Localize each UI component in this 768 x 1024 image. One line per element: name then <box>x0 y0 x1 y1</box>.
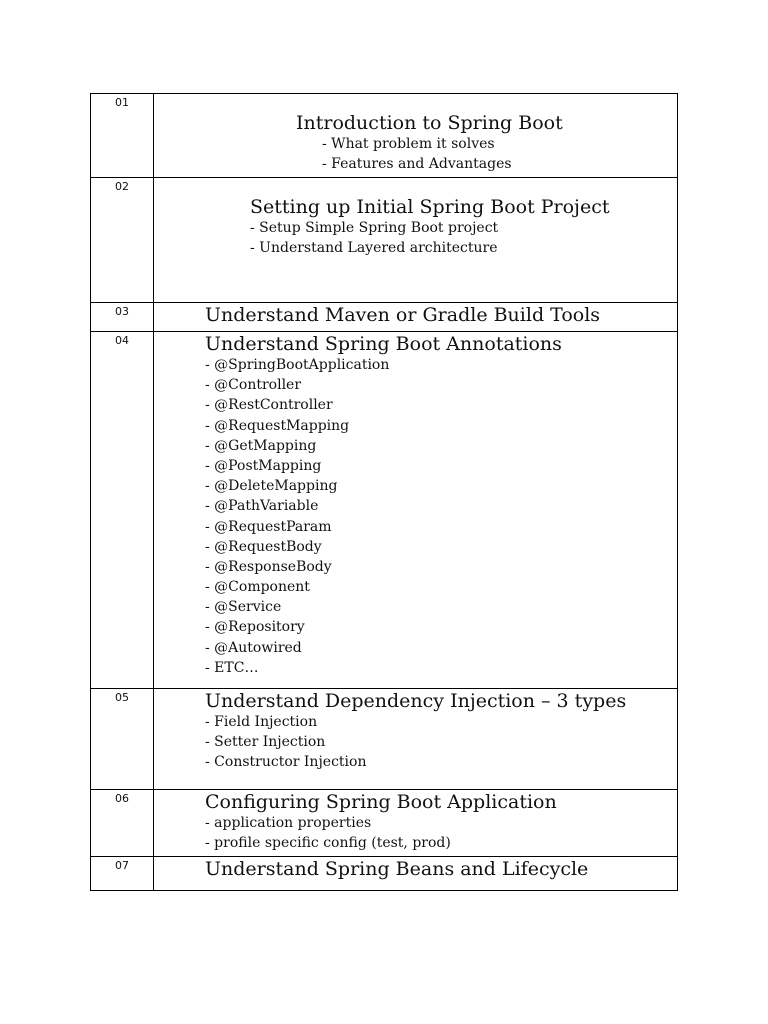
topic-item: - ETC… <box>205 659 259 676</box>
topic-title: Understand Dependency Injection – 3 types <box>205 690 627 712</box>
topic-item: - @Repository <box>205 619 305 636</box>
topic-cell <box>154 689 678 790</box>
row-number: 06 <box>115 792 129 805</box>
topic-cell <box>154 332 678 689</box>
row-number: 03 <box>115 305 129 318</box>
row-number-cell <box>91 178 154 303</box>
table-row <box>91 178 678 303</box>
topic-item: - @PostMapping <box>205 457 322 474</box>
topic-item: - Features and Advantages <box>322 156 512 172</box>
topic-item: - application properties <box>205 815 372 831</box>
row-number-cell <box>91 94 154 178</box>
topic-title: Understand Spring Boot Annotations <box>205 333 562 355</box>
topic-item: - @ResponseBody <box>205 558 332 575</box>
topic-item: - Setup Simple Spring Boot project <box>250 220 499 236</box>
row-number: 01 <box>115 96 129 109</box>
row-number-cell <box>91 790 154 857</box>
topic-item: - What problem it solves <box>322 136 495 152</box>
topic-title: Configuring Spring Boot Application <box>205 791 557 813</box>
topic-item: - Setter Injection <box>205 734 326 750</box>
topic-cell <box>154 857 678 891</box>
row-number: 04 <box>115 334 129 347</box>
topic-item: - @RequestBody <box>205 538 322 555</box>
topic-item: - @Controller <box>205 377 302 394</box>
row-number-cell <box>91 303 154 332</box>
topic-title: Setting up Initial Spring Boot Project <box>250 196 610 218</box>
topics-table <box>90 93 678 891</box>
topic-item: - profile specific config (test, prod) <box>205 835 451 851</box>
topic-item: - Field Injection <box>205 714 318 730</box>
table-row <box>91 303 678 332</box>
topic-item: - @DeleteMapping <box>205 478 338 495</box>
topic-item: - Understand Layered architecture <box>250 240 498 256</box>
topic-item: - @Service <box>205 599 282 616</box>
row-number-cell <box>91 689 154 790</box>
topic-item: - @RequestParam <box>205 518 332 535</box>
row-number: 05 <box>115 691 129 704</box>
topic-item: - @Autowired <box>205 639 302 656</box>
topic-title: Introduction to Spring Boot <box>296 112 563 134</box>
topic-item: - @Component <box>205 579 310 596</box>
topic-item: - @SpringBootApplication <box>205 357 390 373</box>
row-number: 07 <box>115 859 129 872</box>
topic-item: - Constructor Injection <box>205 754 367 770</box>
topic-items <box>154 355 677 678</box>
topic-item: - @RestController <box>205 397 333 414</box>
topic-cell <box>154 178 678 303</box>
topic-cell <box>154 303 678 332</box>
topic-title: Understand Spring Beans and Lifecycle <box>205 858 589 880</box>
row-number: 02 <box>115 180 129 193</box>
topic-item: - @GetMapping <box>205 437 317 454</box>
topic-item: - @RequestMapping <box>205 417 350 434</box>
table-row <box>91 94 678 178</box>
table-row <box>91 332 678 689</box>
row-number-cell <box>91 857 154 891</box>
topic-cell <box>154 94 678 178</box>
topic-cell <box>154 790 678 857</box>
topic-item: - @PathVariable <box>205 498 319 515</box>
topic-items <box>154 813 677 853</box>
topic-title: Understand Maven or Gradle Build Tools <box>205 304 601 326</box>
table-row <box>91 689 678 790</box>
topic-items <box>154 712 677 772</box>
table-row <box>91 857 678 891</box>
topic-items <box>154 218 677 258</box>
table-row <box>91 790 678 857</box>
row-number-cell <box>91 332 154 689</box>
topic-items <box>154 134 677 174</box>
